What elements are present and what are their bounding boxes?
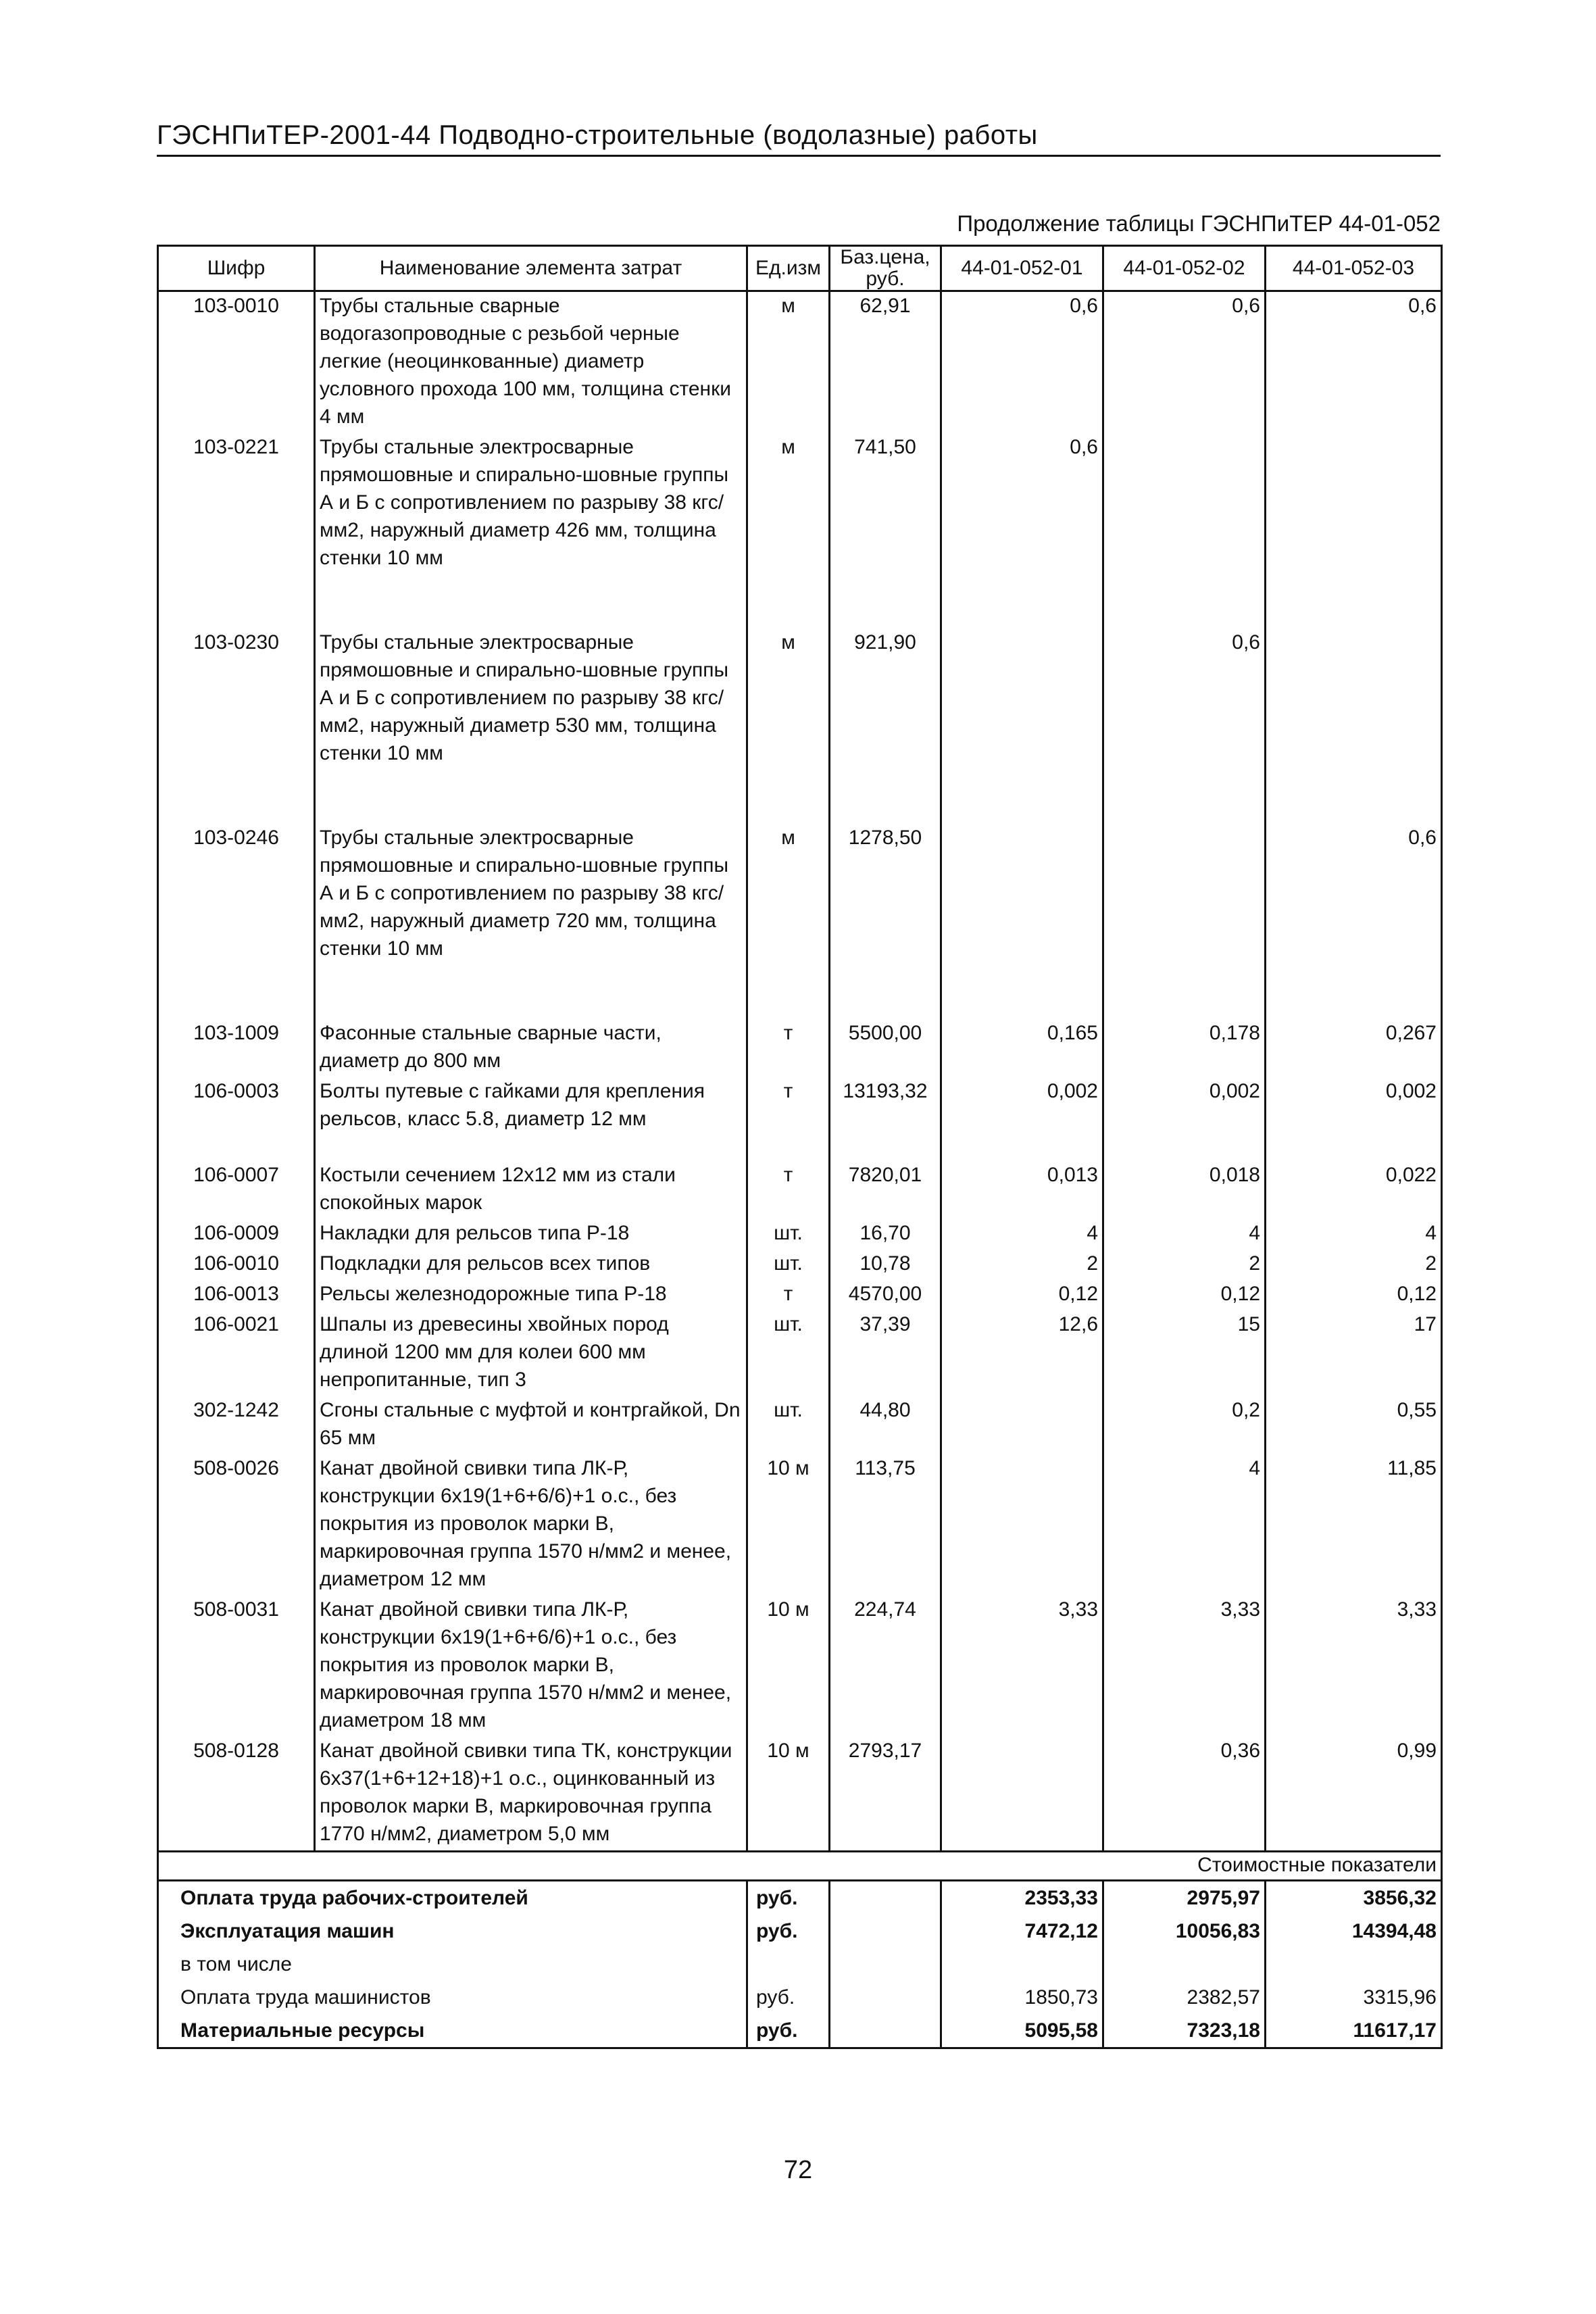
cell-price: 1278,50	[830, 824, 941, 965]
summary-label: Материальные ресурсы	[158, 2014, 747, 2048]
cell-v1	[941, 1454, 1103, 1596]
cell-v1: 2	[941, 1250, 1103, 1280]
table-row	[158, 1310, 1442, 1396]
summary-v1: 2353,33	[941, 1881, 1103, 1915]
table-row	[158, 1596, 1442, 1737]
cell-price: 13193,32	[830, 1077, 941, 1135]
cell-code: 103-0221	[158, 433, 315, 574]
cell-v2: 0,6	[1103, 291, 1266, 434]
cell-v3: 0,6	[1266, 824, 1442, 965]
cell-unit: т	[747, 1161, 830, 1219]
cell-v3: 0,99	[1266, 1737, 1442, 1852]
summary-v1	[941, 1948, 1103, 1981]
cell-unit: 10 м	[747, 1454, 830, 1596]
page-header: ГЭСНПиТЕР-2001-44 Подводно-строительные (водолазные) работы	[157, 120, 1441, 157]
cell-unit: м	[747, 433, 830, 574]
col-header-name: Наименование элемента затрат	[315, 246, 747, 291]
cell-unit: 10 м	[747, 1737, 830, 1852]
cell-name: Канат двойной свивки типа ЛК-Р, конструкции 6х19(1+6+6/6)+1 о.с., без покрытия из проволок марки В, маркировочная группа 1570 н/мм2 и менее, диаметром 18 мм	[315, 1596, 747, 1737]
cell-price: 37,39	[830, 1310, 941, 1396]
cell-name: Трубы стальные электросварные прямошовные и спирально-шовные группы А и Б с сопротивлением по разрыву 38 кгс/мм2, наружный диаметр 426 мм, толщина стенки 10 мм	[315, 433, 747, 574]
summary-price	[830, 1948, 941, 1981]
summary-label: Оплата труда машинистов	[158, 1981, 747, 2014]
cell-unit: шт.	[747, 1310, 830, 1396]
cell-v3: 4	[1266, 1219, 1442, 1250]
cell-unit: м	[747, 824, 830, 965]
cell-name: Болты путевые с гайками для крепления рельсов, класс 5.8, диаметр 12 мм	[315, 1077, 747, 1135]
cell-code: 302-1242	[158, 1396, 315, 1454]
cell-unit: т	[747, 1077, 830, 1135]
cell-v3: 0,002	[1266, 1077, 1442, 1135]
summary-label: Оплата труда рабочих-строителей	[158, 1881, 747, 1915]
summary-v1: 7472,12	[941, 1915, 1103, 1948]
cell-price: 224,74	[830, 1596, 941, 1737]
cell-v1: 0,6	[941, 433, 1103, 574]
summary-label: Эксплуатация машин	[158, 1915, 747, 1948]
table-row	[158, 1396, 1442, 1454]
cell-name: Трубы стальные электросварные прямошовные и спирально-шовные группы А и Б с сопротивлением по разрыву 38 кгс/мм2, наружный диаметр 530 мм, толщина стенки 10 мм	[315, 629, 747, 770]
table-row	[158, 1019, 1442, 1077]
col-header-code: Шифр	[158, 246, 315, 291]
cell-v2: 0,178	[1103, 1019, 1266, 1077]
cell-name: Канат двойной свивки типа ТК, конструкции 6х37(1+6+12+18)+1 о.с., оцинкованный из проволок марки В, маркировочная группа 1770 н/мм2, диаметром 5,0 мм	[315, 1737, 747, 1852]
summary-unit	[747, 1948, 830, 1981]
col-header-v3: 44-01-052-03	[1266, 246, 1442, 291]
summary-v3	[1266, 1948, 1442, 1981]
cell-v3: 0,022	[1266, 1161, 1442, 1219]
cell-v2: 4	[1103, 1454, 1266, 1596]
cell-code: 106-0010	[158, 1250, 315, 1280]
summary-v3: 14394,48	[1266, 1915, 1442, 1948]
cell-unit: м	[747, 629, 830, 770]
table-row	[158, 1737, 1442, 1852]
table-row	[158, 1219, 1442, 1250]
cell-code: 103-1009	[158, 1019, 315, 1077]
cell-v2	[1103, 433, 1266, 574]
cell-code: 508-0026	[158, 1454, 315, 1596]
cell-code: 508-0031	[158, 1596, 315, 1737]
cell-v1	[941, 824, 1103, 965]
cell-unit: шт.	[747, 1219, 830, 1250]
cell-unit: 10 м	[747, 1596, 830, 1737]
cell-price: 4570,00	[830, 1280, 941, 1310]
summary-price	[830, 1915, 941, 1948]
cell-v2: 0,36	[1103, 1737, 1266, 1852]
cell-v1: 3,33	[941, 1596, 1103, 1737]
summary-v2: 2975,97	[1103, 1881, 1266, 1915]
summary-row	[158, 1981, 1442, 2014]
cell-name: Трубы стальные электросварные прямошовные и спирально-шовные группы А и Б с сопротивлением по разрыву 38 кгс/мм2, наружный диаметр 720 мм, толщина стенки 10 мм	[315, 824, 747, 965]
cell-price: 16,70	[830, 1219, 941, 1250]
cell-price: 2793,17	[830, 1737, 941, 1852]
cell-name: Канат двойной свивки типа ЛК-Р, конструкции 6х19(1+6+6/6)+1 о.с., без покрытия из проволок марки В, маркировочная группа 1570 н/мм2 и менее, диаметром 12 мм	[315, 1454, 747, 1596]
spacer-row	[158, 770, 1442, 824]
cell-v2: 15	[1103, 1310, 1266, 1396]
cost-header: Стоимостные показатели	[158, 1852, 1442, 1881]
cell-unit: шт.	[747, 1250, 830, 1280]
cell-price: 7820,01	[830, 1161, 941, 1219]
col-header-unit: Ед.изм	[747, 246, 830, 291]
cell-v2: 0,002	[1103, 1077, 1266, 1135]
spacer-row	[158, 965, 1442, 1019]
cell-name: Подкладки для рельсов всех типов	[315, 1250, 747, 1280]
table-row	[158, 824, 1442, 965]
summary-row	[158, 2014, 1442, 2048]
table-header-row	[158, 246, 1442, 291]
col-header-v2: 44-01-052-02	[1103, 246, 1266, 291]
cell-code: 106-0009	[158, 1219, 315, 1250]
cell-v3: 2	[1266, 1250, 1442, 1280]
table-row	[158, 1161, 1442, 1219]
summary-v3: 3856,32	[1266, 1881, 1442, 1915]
col-header-v1: 44-01-052-01	[941, 246, 1103, 291]
cell-name: Фасонные стальные сварные части, диаметр до 800 мм	[315, 1019, 747, 1077]
summary-price	[830, 2014, 941, 2048]
cell-unit: м	[747, 291, 830, 434]
cell-code: 103-0230	[158, 629, 315, 770]
cell-v1	[941, 629, 1103, 770]
cell-v3: 17	[1266, 1310, 1442, 1396]
table-row	[158, 291, 1442, 434]
table-row	[158, 1250, 1442, 1280]
cost-header-row	[158, 1852, 1442, 1881]
cell-v3: 0,12	[1266, 1280, 1442, 1310]
cell-price: 741,50	[830, 433, 941, 574]
summary-price	[830, 1881, 941, 1915]
cell-name: Трубы стальные сварные водогазопроводные с резьбой черные легкие (неоцинкованные) диаметр условного прохода 100 мм, толщина стенки 4 мм	[315, 291, 747, 434]
table-row	[158, 629, 1442, 770]
cell-price: 62,91	[830, 291, 941, 434]
table-row	[158, 433, 1442, 574]
cell-unit: т	[747, 1280, 830, 1310]
cell-v1: 4	[941, 1219, 1103, 1250]
cell-name: Шпалы из древесины хвойных пород длиной 1200 мм для колеи 600 мм непропитанные, тип 3	[315, 1310, 747, 1396]
summary-row	[158, 1881, 1442, 1915]
cell-v3: 0,6	[1266, 291, 1442, 434]
summary-row	[158, 1915, 1442, 1948]
cell-code: 103-0246	[158, 824, 315, 965]
cell-v3: 11,85	[1266, 1454, 1442, 1596]
cell-name: Сгоны стальные с муфтой и контргайкой, Dn 65 мм	[315, 1396, 747, 1454]
table-row	[158, 1454, 1442, 1596]
table-caption: Продолжение таблицы ГЭСНПиТЕР 44-01-052	[957, 211, 1441, 236]
cell-name: Костыли сечением 12х12 мм из стали спокойных марок	[315, 1161, 747, 1219]
summary-v3: 11617,17	[1266, 2014, 1442, 2048]
page-number: 72	[783, 2156, 813, 2184]
cell-v3: 0,267	[1266, 1019, 1442, 1077]
cell-v2: 4	[1103, 1219, 1266, 1250]
summary-unit: руб.	[747, 1881, 830, 1915]
col-header-price: Баз.цена, руб.	[830, 246, 941, 291]
cell-v2: 3,33	[1103, 1596, 1266, 1737]
cell-price: 5500,00	[830, 1019, 941, 1077]
cell-price: 921,90	[830, 629, 941, 770]
cell-v2: 0,12	[1103, 1280, 1266, 1310]
cell-v1: 0,165	[941, 1019, 1103, 1077]
summary-label: в том числе	[158, 1948, 747, 1981]
cell-v3	[1266, 629, 1442, 770]
table-row	[158, 1077, 1442, 1135]
summary-v2	[1103, 1948, 1266, 1981]
cell-price: 113,75	[830, 1454, 941, 1596]
cell-unit: шт.	[747, 1396, 830, 1454]
summary-unit: руб.	[747, 1981, 830, 2014]
cell-code: 106-0013	[158, 1280, 315, 1310]
cell-price: 10,78	[830, 1250, 941, 1280]
cell-v3	[1266, 433, 1442, 574]
cell-price: 44,80	[830, 1396, 941, 1454]
cell-code: 106-0007	[158, 1161, 315, 1219]
cell-v1: 0,6	[941, 291, 1103, 434]
cell-v3: 3,33	[1266, 1596, 1442, 1737]
cell-v2: 0,6	[1103, 629, 1266, 770]
summary-row	[158, 1948, 1442, 1981]
cell-code: 103-0010	[158, 291, 315, 434]
cell-code: 106-0003	[158, 1077, 315, 1135]
cell-unit: т	[747, 1019, 830, 1077]
summary-v3: 3315,96	[1266, 1981, 1442, 2014]
cell-v2	[1103, 824, 1266, 965]
cell-v1: 0,002	[941, 1077, 1103, 1135]
summary-v2: 2382,57	[1103, 1981, 1266, 2014]
summary-v2: 10056,83	[1103, 1915, 1266, 1948]
cell-v2: 0,018	[1103, 1161, 1266, 1219]
cell-code: 508-0128	[158, 1737, 315, 1852]
summary-v2: 7323,18	[1103, 2014, 1266, 2048]
summary-unit: руб.	[747, 2014, 830, 2048]
cell-name: Накладки для рельсов типа Р-18	[315, 1219, 747, 1250]
cell-v1	[941, 1396, 1103, 1454]
cell-v1: 0,013	[941, 1161, 1103, 1219]
table-row	[158, 1280, 1442, 1310]
cell-code: 106-0021	[158, 1310, 315, 1396]
cell-v2: 0,2	[1103, 1396, 1266, 1454]
cell-v3: 0,55	[1266, 1396, 1442, 1454]
summary-v1: 5095,58	[941, 2014, 1103, 2048]
spacer-row	[158, 1135, 1442, 1161]
summary-price	[830, 1981, 941, 2014]
summary-v1: 1850,73	[941, 1981, 1103, 2014]
cell-v2: 2	[1103, 1250, 1266, 1280]
spacer-row	[158, 574, 1442, 629]
cell-name: Рельсы железнодорожные типа Р-18	[315, 1280, 747, 1310]
cell-v1: 0,12	[941, 1280, 1103, 1310]
cell-v1	[941, 1737, 1103, 1852]
cell-v1: 12,6	[941, 1310, 1103, 1396]
resources-table	[157, 245, 1443, 2049]
summary-unit: руб.	[747, 1915, 830, 1948]
